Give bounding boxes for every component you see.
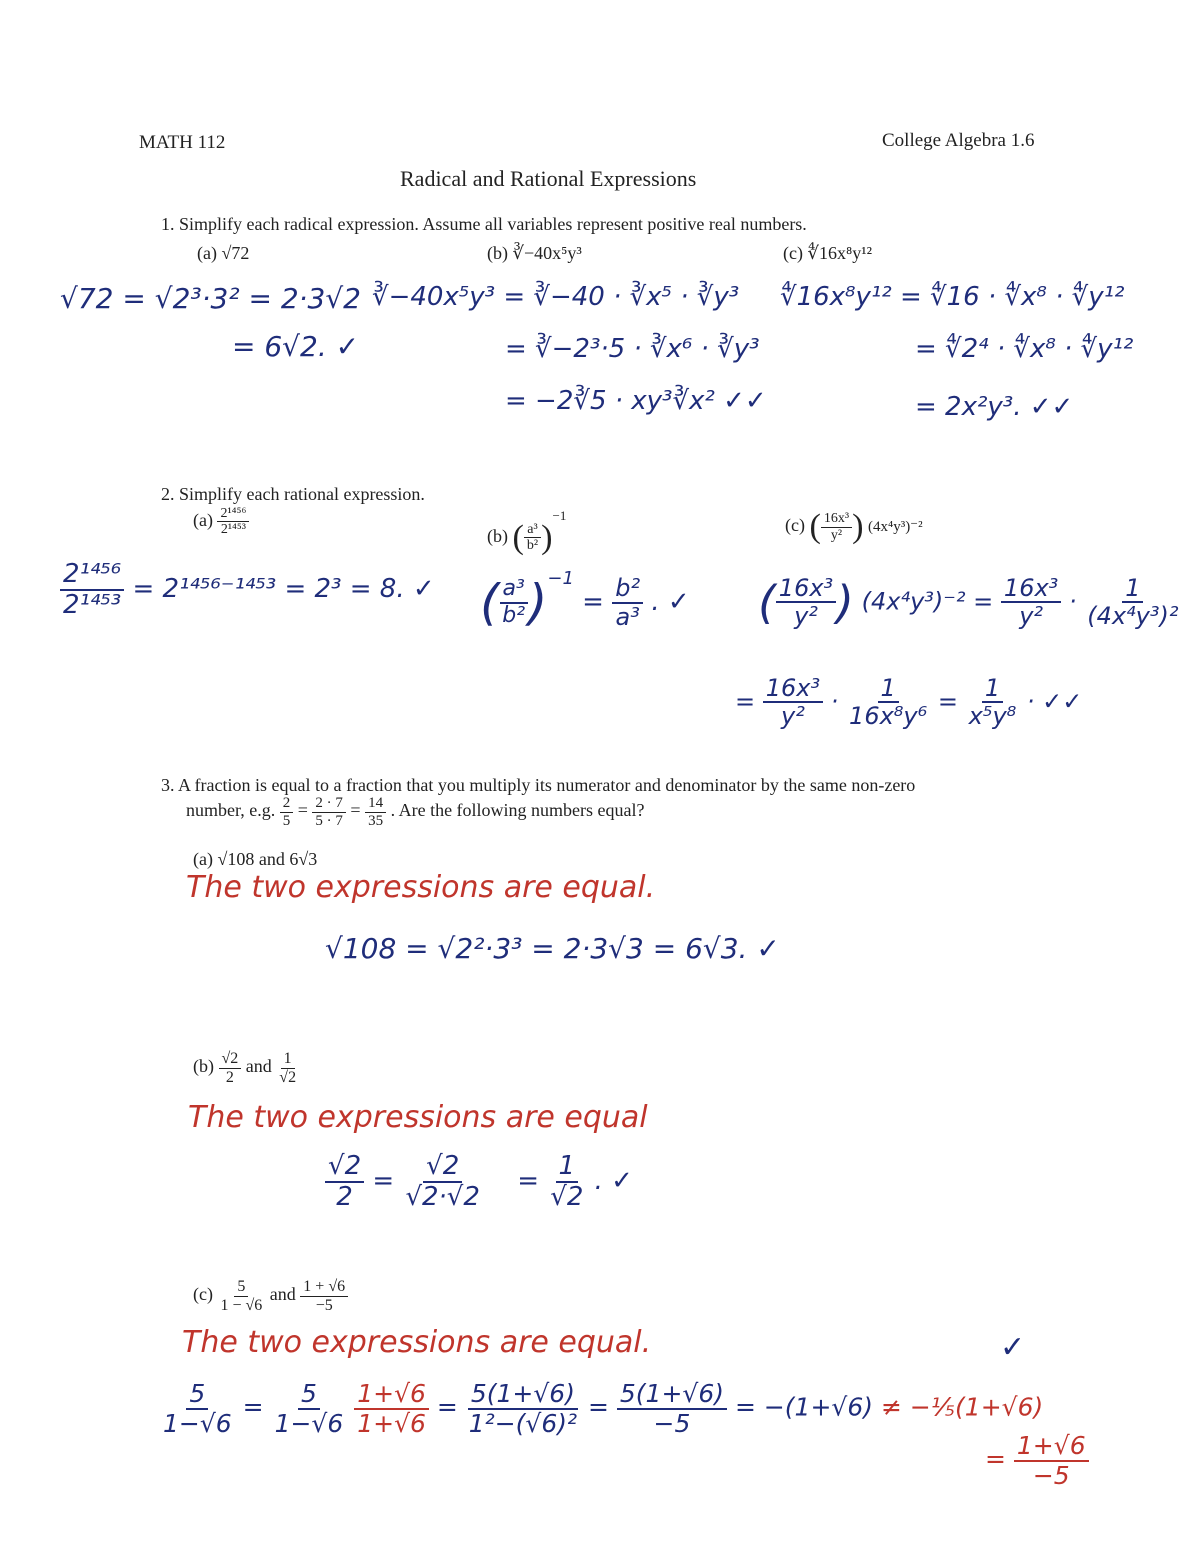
not-equal-sign: ≠: [880, 1392, 902, 1422]
fraction-denominator: √2: [550, 1181, 584, 1212]
fraction-denominator: 1 − √6: [220, 1296, 263, 1314]
fraction-numerator: 1: [1122, 575, 1143, 603]
fraction-denominator: 1−√6: [274, 1408, 344, 1438]
work-fraction-1: [325, 1152, 364, 1211]
example-fraction-3: [365, 795, 386, 829]
open-paren: (: [512, 518, 524, 556]
check-mark: · ✓✓: [1026, 687, 1083, 716]
fraction-denominator: 35: [368, 812, 384, 829]
exponent: −1: [547, 568, 574, 589]
fraction-denominator: −5: [1032, 1460, 1070, 1490]
check-mark: . ✓: [651, 587, 690, 617]
fraction-numerator: √2: [325, 1152, 364, 1183]
fraction-numerator: 2: [280, 795, 294, 813]
problem-3c-final: [985, 1432, 1089, 1489]
fraction-numerator: 5(1+√6): [468, 1380, 578, 1410]
close-paren: ): [852, 508, 864, 545]
problem-2b-work: [480, 568, 690, 632]
work-fraction-3: [1084, 575, 1181, 630]
work-step-6: = −(1+√6): [734, 1392, 873, 1422]
problem-3a-answer: The two expressions are equal.: [186, 870, 656, 905]
problem-1c-work-line-1: ∜16x⁸y¹² = ∜16 · ∜x⁸ · ∜y¹²: [780, 282, 1125, 312]
fraction-numerator: 14: [365, 795, 386, 813]
work-fraction: [763, 675, 823, 730]
problem-3a-label: (a) √108 and 6√3: [193, 849, 318, 869]
open-paren: (: [480, 573, 500, 632]
fraction-denominator: b²: [526, 538, 539, 554]
section-title: College Algebra 1.6: [882, 130, 1035, 151]
fraction-numerator: 16x³: [1001, 575, 1061, 603]
prompt-text: number, e.g.: [186, 800, 276, 821]
fraction-numerator: 1+√6: [1014, 1432, 1089, 1462]
problem-2c-fraction: [821, 511, 852, 543]
problem-3c-work: [160, 1380, 1043, 1437]
course-code: MATH 112: [139, 132, 226, 153]
problem-2a-work: [60, 560, 435, 619]
fraction-numerator: 1 + √6: [300, 1278, 348, 1297]
problem-3c-fraction-1: [217, 1278, 265, 1314]
result-fraction: [612, 575, 643, 630]
equals-sign: =: [985, 1444, 1006, 1474]
fraction-denominator: 2¹⁴⁵³: [220, 522, 246, 538]
problem-1b-work-line-1: ∛−40x⁵y³ = ∛−40 · ∛x⁵ · ∛y³: [372, 282, 740, 312]
problem-2-prompt: 2. Simplify each rational expression.: [161, 484, 425, 504]
fraction-numerator: 5: [186, 1380, 208, 1410]
open-paren: (: [758, 575, 776, 629]
problem-2b-label: (b): [487, 526, 508, 546]
fraction-numerator: 16x³: [821, 511, 852, 527]
work-fraction-2: [1001, 575, 1061, 630]
equals-sign: =: [735, 687, 756, 716]
fraction-numerator: 1: [281, 1050, 295, 1069]
equals-sign: =: [350, 800, 361, 821]
problem-1-prompt: 1. Simplify each radical expression. Assume all variables represent positive real numbers.: [161, 214, 807, 234]
fraction-numerator: 1: [982, 675, 1003, 703]
work-fraction-5: [617, 1380, 727, 1437]
problem-1c-label: (c) ∜16x⁸y¹²: [783, 243, 873, 263]
problem-3c-check: ✓: [1000, 1330, 1026, 1365]
problem-2c-label: (c): [785, 515, 805, 536]
fraction-denominator: 1−√6: [163, 1408, 232, 1438]
open-paren: (: [809, 508, 821, 545]
problem-3b-fraction-2: [276, 1050, 299, 1086]
work-step-7: −⅕(1+√6): [909, 1392, 1044, 1422]
fraction-denominator: b²: [502, 602, 526, 628]
fraction-denominator: 5: [282, 812, 291, 829]
example-fraction-2: [312, 795, 346, 829]
fraction-denominator: 1²−(√6)²: [468, 1408, 578, 1438]
fraction-numerator: 1: [556, 1152, 579, 1183]
example-fraction-1: [280, 795, 294, 829]
work-result: = 2¹⁴⁵⁶⁻¹⁴⁵³ = 2³ = 8. ✓: [132, 574, 435, 605]
equals-sign: =: [297, 800, 308, 821]
fraction-numerator: b²: [612, 575, 643, 603]
fraction-numerator: 5(1+√6): [617, 1380, 727, 1410]
work-fraction: [776, 575, 836, 630]
fraction-numerator: 2 · 7: [312, 795, 346, 813]
fraction-numerator: 5: [298, 1380, 320, 1410]
equals-sign-2: =: [436, 1392, 458, 1422]
work-fraction: [499, 577, 528, 627]
fraction-numerator: 5: [234, 1278, 248, 1297]
fraction-numerator: √2: [423, 1152, 462, 1183]
fraction-denominator: 1+√6: [357, 1408, 426, 1438]
close-paren: ): [541, 518, 553, 556]
fraction-numerator: 1: [878, 675, 899, 703]
fraction-denominator: 2: [225, 1068, 234, 1086]
fraction-numerator: 2¹⁴⁵⁶: [60, 560, 124, 591]
problem-3b-answer: The two expressions are equal: [188, 1100, 648, 1135]
fraction-denominator: −5: [653, 1408, 691, 1438]
fraction-denominator: √2·√2: [405, 1181, 480, 1212]
fraction-denominator: y²: [794, 602, 818, 631]
equals-sign: =: [582, 587, 604, 617]
work-fraction-1: [160, 1380, 235, 1437]
close-paren: ): [836, 575, 854, 629]
fraction-numerator: a³: [524, 522, 540, 538]
multiply-dot: ·: [1068, 587, 1077, 616]
fraction-numerator: 2¹⁴⁵⁶: [217, 506, 249, 522]
problem-2a: [193, 506, 249, 538]
work-middle: (4x⁴y³)⁻² =: [861, 587, 994, 616]
work-fraction-2: [272, 1380, 347, 1437]
problem-3b-work: [325, 1152, 633, 1211]
fraction-denominator: −5: [315, 1296, 333, 1314]
fraction-numerator: a³: [500, 577, 528, 603]
problem-3c: [193, 1278, 348, 1314]
fraction-numerator: 1+√6: [354, 1380, 429, 1410]
fraction-denominator: y²: [781, 702, 805, 731]
problem-1a-label: (a) √72: [197, 243, 250, 263]
and-word: and: [245, 1056, 272, 1077]
problem-2b-fraction: [524, 522, 541, 554]
problem-1c-work-line-3: = 2x²y³. ✓✓: [915, 392, 1074, 422]
problem-1c-work-line-2: = ∜2⁴ · ∜x⁸ · ∜y¹²: [915, 334, 1134, 364]
close-paren: ): [528, 573, 548, 632]
work-fraction-3: [547, 1152, 586, 1211]
problem-3c-answer: The two expressions are equal.: [182, 1325, 652, 1360]
problem-1b-work-line-2: = ∛−2³·5 · ∛x⁶ · ∛y³: [505, 334, 760, 364]
check-mark: . ✓: [594, 1166, 633, 1197]
problem-2c-work-line-1: [758, 575, 1181, 630]
problem-3-prompt-line-2: [186, 795, 645, 829]
problem-3c-fraction-2: [300, 1278, 348, 1314]
fraction-numerator: 16x³: [763, 675, 823, 703]
problem-2a-label: (a): [193, 510, 213, 531]
problem-3-prompt-line-1: 3. A fraction is equal to a fraction that you multiply its numerator and denominator by the same non-zero: [161, 775, 916, 795]
problem-2a-fraction: [217, 506, 249, 538]
equals-sign-2: =: [937, 687, 958, 716]
fraction-denominator: 16x⁸y⁶: [849, 702, 928, 731]
work-fraction-4: [466, 1380, 580, 1437]
equals-sign-2: =: [517, 1166, 539, 1197]
final-fraction: [1014, 1432, 1089, 1489]
problem-3b-label: (b): [193, 1056, 214, 1077]
work-fraction-2: [846, 675, 930, 730]
equals-sign: =: [372, 1166, 395, 1197]
fraction-denominator: y²: [830, 527, 843, 543]
problem-3b-fraction-1: [219, 1050, 242, 1086]
problem-2c-work-line-2: [735, 675, 1082, 730]
fraction-denominator: x⁵y⁸: [968, 702, 1017, 731]
problem-1a-work-line-1: √72 = √2³·3² = 2·3√2: [60, 282, 361, 315]
problem-2c-rest: (4x⁴y³)⁻²: [867, 519, 923, 536]
problem-3a-work: √108 = √2²·3³ = 2·3√3 = 6√3. ✓: [325, 932, 780, 965]
multiply-dot: ·: [830, 687, 839, 716]
problem-2c: [785, 508, 923, 546]
work-fraction-2: [402, 1152, 482, 1211]
problem-1a-work-line-2: = 6√2. ✓: [232, 330, 360, 363]
problem-3b: [193, 1050, 299, 1086]
fraction-denominator: 2¹⁴⁵³: [63, 589, 122, 620]
work-fraction: [60, 560, 124, 619]
fraction-numerator: 16x³: [776, 575, 836, 603]
problem-1b-work-line-3: = −2∛5 · xy³∛x² ✓✓: [505, 386, 767, 416]
exponent: −1: [552, 508, 567, 523]
fraction-denominator: (4x⁴y³)²: [1087, 602, 1179, 631]
problem-2b: [487, 508, 566, 557]
work-fraction-3: [966, 675, 1020, 730]
work-fraction-3: [354, 1380, 429, 1437]
and-word: and: [269, 1284, 296, 1305]
fraction-numerator: √2: [219, 1050, 242, 1069]
problem-1b-label: (b) ∛−40x⁵y³: [487, 243, 582, 263]
fraction-denominator: y²: [1019, 602, 1044, 631]
prompt-text-end: . Are the following numbers equal?: [390, 800, 645, 821]
page-title: Radical and Rational Expressions: [400, 166, 697, 191]
equals-sign-3: =: [587, 1392, 609, 1422]
equals-sign: =: [242, 1392, 264, 1422]
fraction-denominator: √2: [279, 1068, 297, 1086]
problem-3c-label: (c): [193, 1284, 213, 1305]
fraction-denominator: a³: [615, 602, 640, 631]
fraction-denominator: 2: [336, 1181, 353, 1212]
fraction-denominator: 5 · 7: [315, 812, 343, 829]
